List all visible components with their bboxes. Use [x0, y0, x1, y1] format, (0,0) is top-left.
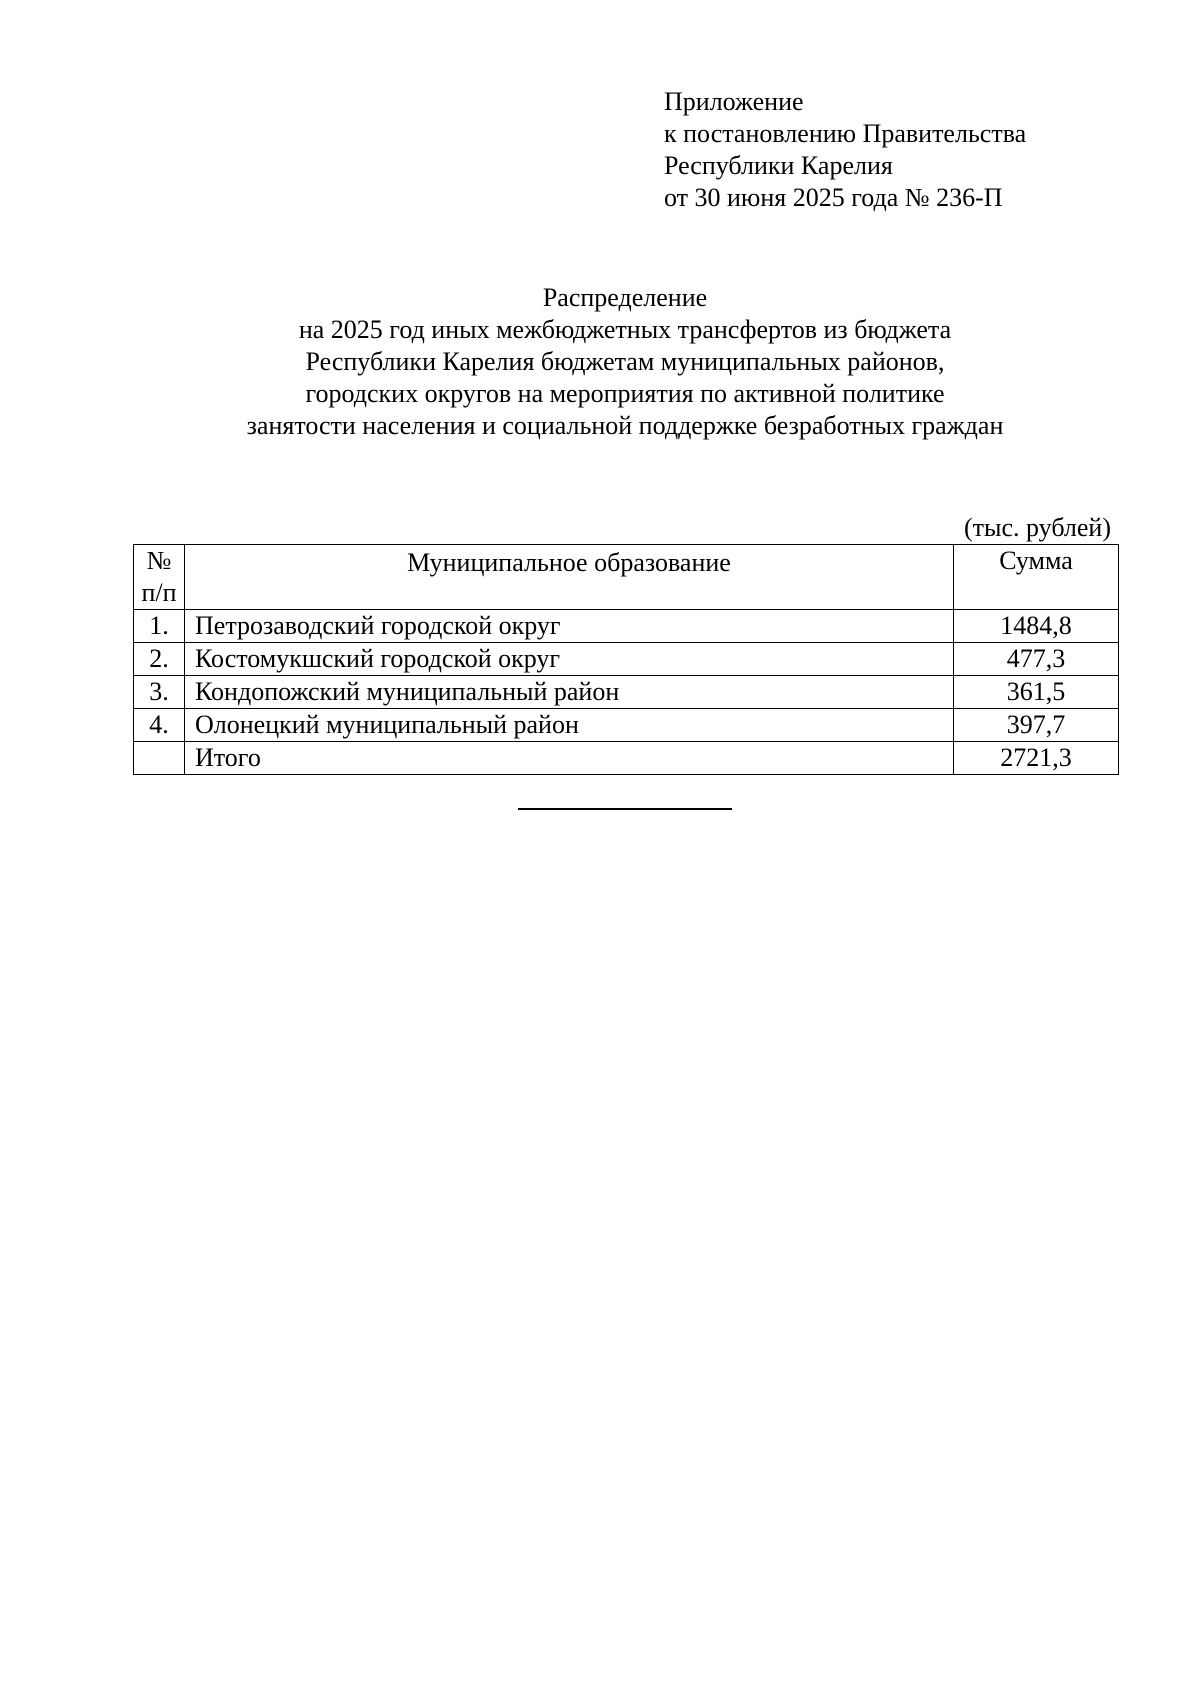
row-municipality: Костомукшский городской округ	[185, 643, 954, 676]
total-sum: 2721,3	[954, 742, 1119, 775]
header-municipality: Муниципальное образование	[185, 545, 954, 610]
table-row	[134, 643, 1119, 676]
appendix-line: к постановлению Правительства	[664, 119, 1027, 148]
end-divider	[518, 808, 732, 810]
total-label: Итого	[185, 742, 954, 775]
table-row	[134, 676, 1119, 709]
row-number: 4.	[134, 709, 185, 742]
appendix-header	[664, 86, 1026, 214]
row-sum: 1484,8	[954, 610, 1119, 643]
table-row	[134, 610, 1119, 643]
title-line: городских округов на мероприятия по активной политике	[305, 379, 945, 408]
table-total-row	[134, 742, 1119, 775]
appendix-line: Приложение	[664, 87, 804, 116]
row-sum: 361,5	[954, 676, 1119, 709]
header-number-line1: №	[146, 546, 172, 575]
row-sum: 477,3	[954, 643, 1119, 676]
row-municipality: Петрозаводский городской округ	[185, 610, 954, 643]
row-number: 3.	[134, 676, 185, 709]
title-line: Республики Карелия бюджетам муниципальных районов,	[305, 347, 945, 376]
header-number	[134, 545, 185, 610]
row-municipality: Олонецкий муниципальный район	[185, 709, 954, 742]
title-line: занятости населения и социальной поддержке безработных граждан	[246, 411, 1004, 440]
header-sum: Сумма	[954, 545, 1119, 610]
title-line: Распределение	[542, 283, 708, 312]
row-number: 2.	[134, 643, 185, 676]
appendix-line: Республики Карелия	[664, 151, 893, 180]
distribution-table	[133, 544, 1119, 775]
table-row	[134, 709, 1119, 742]
appendix-date-line: от 30 июня 2025 года № 236-П	[664, 183, 1003, 212]
row-sum: 397,7	[954, 709, 1119, 742]
header-number-line2: п/п	[141, 578, 177, 607]
title-line: на 2025 год иных межбюджетных трансфертов из бюджета	[298, 315, 952, 344]
table-header-row	[134, 545, 1119, 610]
document-title	[130, 282, 1120, 442]
total-number	[134, 742, 185, 775]
row-number: 1.	[134, 610, 185, 643]
row-municipality: Кондопожский муниципальный район	[185, 676, 954, 709]
units-label: (тыс. рублей)	[963, 513, 1111, 542]
